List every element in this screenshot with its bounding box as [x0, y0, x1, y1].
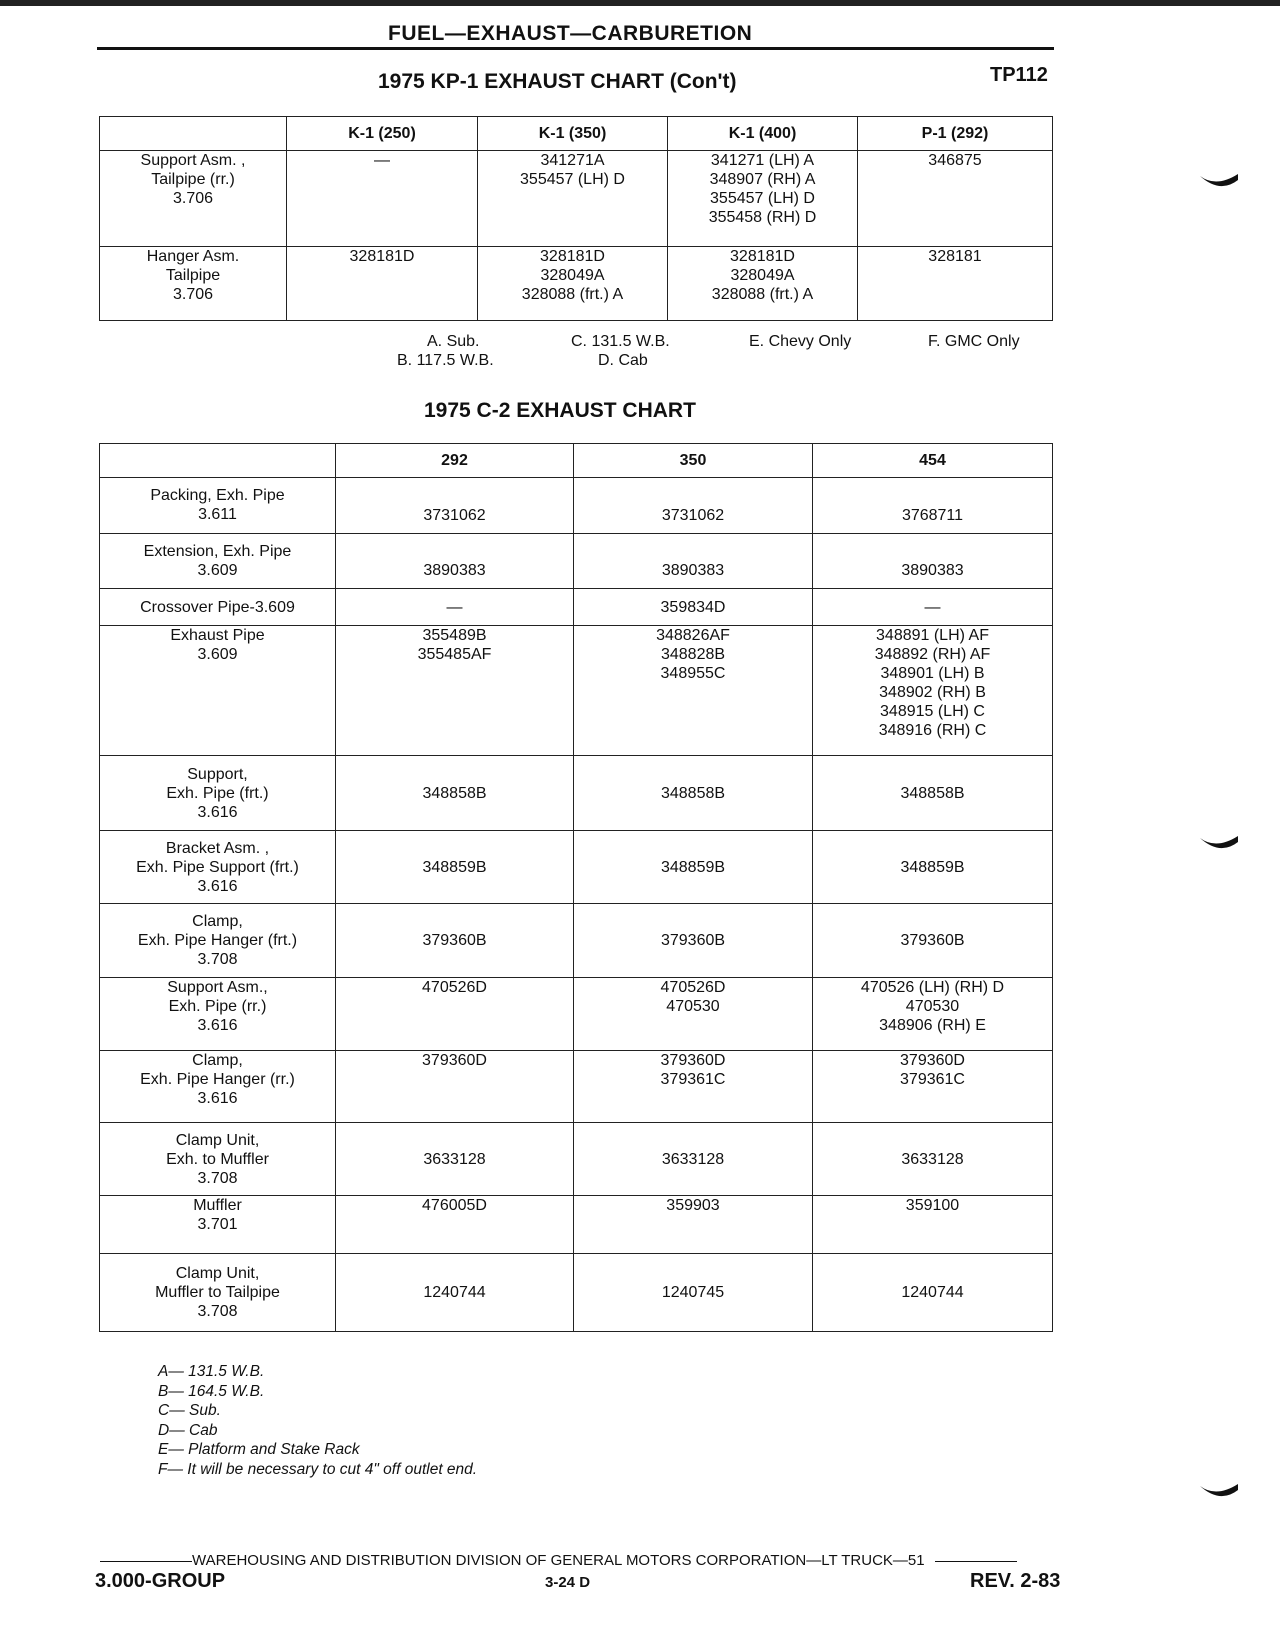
table-row [100, 831, 1053, 904]
part-number-cell [574, 978, 813, 1051]
c2-exhaust-table [99, 443, 1053, 1332]
part-number-cell [813, 831, 1053, 904]
cell-text-line: 3633128 [423, 1150, 486, 1168]
cell-text-line: 379360B [660, 932, 726, 949]
part-number-cell [668, 151, 858, 247]
cell-text-line: Exh. Pipe Hanger (frt.) [137, 932, 298, 949]
part-number-cell [574, 1123, 813, 1196]
cell-text-line: 348858B [422, 784, 487, 802]
c2-chart-title: 1975 C-2 EXHAUST CHART [424, 399, 696, 422]
cell-text-line: 348828B [660, 646, 726, 663]
cell-text-line: 348858B [900, 784, 965, 802]
part-number-cell [336, 589, 574, 626]
part-number-cell [478, 151, 668, 247]
cell-text-line: 348858B [660, 784, 726, 802]
title-rule [97, 47, 1054, 50]
cell-text-line: 3.708 [197, 1303, 238, 1320]
cell-text-line: 3.708 [197, 951, 238, 968]
cell-text-line: 476005D [422, 1197, 487, 1214]
cell-text-line: 3.616 [197, 803, 238, 821]
binder-hole-mark [1198, 1480, 1242, 1502]
part-number-cell [478, 247, 668, 321]
cell-text-line: 3.616 [197, 1017, 238, 1034]
cell-text-line: 3890383 [423, 562, 486, 579]
row-label [100, 478, 336, 534]
part-number-cell [668, 247, 858, 321]
division-text: WAREHOUSING AND DISTRIBUTION DIVISION OF GENERAL MOTORS CORPORATION—LT TRUCK—51 [192, 1552, 925, 1569]
part-number-cell [813, 1051, 1053, 1123]
cell-text-line: 379360D [660, 1052, 726, 1069]
cell-text-line: 355457 (LH) D [520, 171, 625, 188]
part-number-cell [858, 151, 1053, 247]
page-code: TP112 [990, 64, 1048, 86]
cell-text-line: 1240744 [901, 1284, 964, 1301]
row-label [100, 247, 287, 321]
table-row [100, 589, 1053, 626]
cell-text-line: 379360D [900, 1052, 965, 1069]
top-edge-bar [0, 0, 1280, 6]
cell-text-line: 341271 (LH) A [710, 152, 815, 169]
cell-text-line: Tailpipe (rr.) [151, 171, 235, 188]
cell-text-line: 3731062 [423, 507, 486, 524]
footnote: E— Platform and Stake Rack [158, 1441, 360, 1458]
cell-text-line: 328181 [928, 248, 982, 265]
column-header: 454 [813, 444, 1053, 478]
part-number-cell [858, 247, 1053, 321]
cell-text-line: Exh. Pipe Support (frt.) [136, 858, 299, 876]
table-row [100, 626, 1053, 756]
row-label [100, 978, 336, 1051]
row-label [100, 151, 287, 247]
row-label [100, 534, 336, 589]
cell-text-line: 470526D [422, 979, 487, 996]
cell-text-line: 341271A [540, 152, 605, 169]
cell-text-line: Clamp Unit, [175, 1265, 260, 1282]
row-label [100, 589, 336, 626]
part-number-cell [574, 1254, 813, 1332]
cell-text-line: 348859B [660, 858, 726, 876]
row-label [100, 1254, 336, 1332]
cell-text-line: Exh. Pipe Hanger (rr.) [140, 1071, 295, 1088]
part-number-cell [336, 1254, 574, 1332]
part-number-cell [574, 831, 813, 904]
cell-text-line: 3.611 [198, 506, 237, 523]
row-label [100, 904, 336, 978]
column-header: K-1 (400) [668, 117, 858, 151]
legend-b: B. 117.5 W.B. [397, 352, 494, 369]
part-number-cell [336, 1196, 574, 1254]
footnote: A— 131.5 W.B. [158, 1363, 265, 1380]
cell-text-line: Crossover Pipe-3.609 [140, 598, 295, 616]
cell-text-line: 355457 (LH) D [710, 190, 815, 207]
cell-text-line: 328181D [349, 248, 415, 265]
cell-text-line: 355489B [422, 627, 487, 644]
cell-text-line: 328049A [540, 267, 605, 284]
cell-text-line: 379361C [900, 1071, 965, 1088]
cell-text-line: 348902 (RH) B [879, 684, 986, 701]
part-number-cell [813, 478, 1053, 534]
part-number-cell [336, 756, 574, 831]
footer-revision: REV. 2-83 [970, 1570, 1061, 1592]
column-header [100, 117, 287, 151]
cell-text-line: 379360B [900, 932, 965, 949]
table-row [100, 756, 1053, 831]
part-number-cell [574, 756, 813, 831]
cell-text-line: 348859B [900, 858, 965, 876]
cell-text-line: 348859B [422, 858, 487, 876]
cell-text-line: 470526D [660, 979, 726, 996]
cell-text-line: 3.706 [172, 286, 214, 303]
part-number-cell [574, 589, 813, 626]
cell-text-line: 470530 [905, 998, 960, 1015]
cell-text-line: 3.609 [197, 562, 238, 579]
cell-text-line: Exh. Pipe (frt.) [166, 784, 269, 802]
part-number-cell [813, 978, 1053, 1051]
cell-text-line: 1240744 [423, 1284, 486, 1301]
cell-text-line: 359903 [666, 1197, 720, 1214]
column-header [100, 444, 336, 478]
row-label [100, 1196, 336, 1254]
cell-text-line: Clamp, [192, 1052, 243, 1069]
table-row [100, 904, 1053, 978]
part-number-cell [574, 1051, 813, 1123]
table-row [100, 978, 1053, 1051]
part-number-cell [813, 589, 1053, 626]
part-number-cell [336, 831, 574, 904]
column-header: K-1 (350) [478, 117, 668, 151]
table-row [100, 151, 1053, 247]
row-label [100, 831, 336, 904]
cell-text-line: 348891 (LH) AF [876, 627, 989, 644]
cell-text-line: 3633128 [901, 1150, 964, 1168]
table-row [100, 1254, 1053, 1332]
cell-text-line: 3768711 [901, 507, 964, 524]
legend-c: C. 131.5 W.B. [571, 333, 670, 350]
cell-text-line: Clamp Unit, [175, 1131, 260, 1149]
part-number-cell [813, 904, 1053, 978]
cell-text-line: 359834D [660, 598, 726, 616]
part-number-cell [813, 1254, 1053, 1332]
cell-text-line: 328049A [730, 267, 795, 284]
column-header: K-1 (250) [287, 117, 478, 151]
footnote: C— Sub. [158, 1402, 221, 1419]
binder-hole-mark [1198, 170, 1242, 192]
cell-text-line: — [374, 152, 390, 169]
kp1-chart-title: 1975 KP-1 EXHAUST CHART (Con't) [378, 70, 737, 93]
cell-text-line: 379361C [660, 1071, 726, 1088]
cell-text-line: 348915 (LH) C [880, 703, 985, 720]
part-number-cell [574, 534, 813, 589]
part-number-cell [813, 626, 1053, 756]
cell-text-line: 328181D [730, 248, 795, 265]
cell-text-line: 379360D [422, 1052, 487, 1069]
cell-text-line: — [446, 598, 463, 616]
footnote: B— 164.5 W.B. [158, 1382, 265, 1400]
cell-text-line: Bracket Asm. , [165, 839, 270, 857]
footnotes [158, 1362, 477, 1479]
cell-text-line: Muffler to Tailpipe [155, 1284, 280, 1301]
table-row [100, 1123, 1053, 1196]
row-label [100, 756, 336, 831]
table-row [100, 247, 1053, 321]
cell-text-line: — [924, 598, 941, 616]
column-header: 292 [336, 444, 574, 478]
cell-text-line: 346875 [928, 152, 982, 169]
cell-text-line: 3890383 [661, 562, 725, 579]
part-number-cell [813, 1196, 1053, 1254]
cell-text-line: 348955C [660, 665, 726, 682]
row-label [100, 1123, 336, 1196]
part-number-cell [574, 626, 813, 756]
cell-text-line: 3633128 [661, 1150, 725, 1168]
cell-text-line: 348916 (RH) C [878, 722, 987, 739]
part-number-cell [287, 151, 478, 247]
table-row [100, 1196, 1053, 1254]
section-title: FUEL—EXHAUST—CARBURETION [388, 22, 753, 45]
column-header: 350 [574, 444, 813, 478]
cell-text-line: 355458 (RH) D [708, 209, 817, 226]
cell-text-line: Exhaust Pipe [170, 627, 265, 644]
cell-text-line: 348906 (RH) E [879, 1017, 986, 1034]
cell-text-line: Muffler [193, 1197, 242, 1214]
cell-text-line: 348826AF [656, 627, 730, 644]
legend-f: F. GMC Only [928, 333, 1020, 350]
cell-text-line: Hanger Asm. [146, 248, 240, 265]
cell-text-line: Exh. Pipe (rr.) [168, 998, 267, 1015]
cell-text-line: Clamp, [192, 913, 243, 930]
part-number-cell [287, 247, 478, 321]
part-number-cell [574, 1196, 813, 1254]
cell-text-line: 3.701 [197, 1216, 238, 1233]
cell-text-line: Packing, Exh. Pipe [150, 487, 285, 504]
footer-page-number: 3-24 D [545, 1574, 591, 1591]
cell-text-line: 348892 (RH) AF [874, 646, 991, 663]
cell-text-line: Extension, Exh. Pipe [143, 543, 292, 560]
cell-text-line: 348901 (LH) B [880, 665, 985, 682]
cell-text-line: Support Asm., [167, 979, 268, 996]
cell-text-line: 3.609 [197, 646, 238, 663]
cell-text-line: Tailpipe [165, 267, 221, 284]
part-number-cell [336, 1051, 574, 1123]
column-header: P-1 (292) [858, 117, 1053, 151]
cell-text-line: 3.706 [172, 190, 214, 207]
cell-text-line: Exh. to Muffler [166, 1150, 269, 1168]
cell-text-line: 3890383 [901, 562, 964, 579]
part-number-cell [336, 978, 574, 1051]
cell-text-line: 3731062 [661, 507, 725, 524]
footer-division-line [100, 1552, 1068, 1569]
cell-text-line: 3.708 [197, 1169, 238, 1187]
part-number-cell [813, 534, 1053, 589]
row-label [100, 1051, 336, 1123]
footer-group: 3.000-GROUP [95, 1570, 226, 1592]
cell-text-line: Support Asm. , [140, 152, 246, 169]
part-number-cell [574, 478, 813, 534]
footnote: D— Cab [158, 1421, 218, 1439]
part-number-cell [574, 904, 813, 978]
legend-d: D. Cab [598, 352, 648, 369]
table-row [100, 478, 1053, 534]
cell-text-line: 355485AF [417, 646, 492, 663]
cell-text-line: 328088 (frt.) A [521, 286, 624, 303]
part-number-cell [336, 1123, 574, 1196]
table-row [100, 1051, 1053, 1123]
part-number-cell [813, 1123, 1053, 1196]
cell-text-line: 470530 [666, 998, 720, 1015]
legend-a: A. Sub. [427, 333, 480, 350]
cell-text-line: 379360B [422, 932, 487, 949]
part-number-cell [336, 534, 574, 589]
table-row [100, 534, 1053, 589]
cell-text-line: 1240745 [661, 1284, 725, 1301]
binder-hole-mark [1198, 832, 1242, 854]
row-label [100, 626, 336, 756]
cell-text-line: 328181D [540, 248, 605, 265]
cell-text-line: 348907 (RH) A [709, 171, 816, 188]
legend-e: E. Chevy Only [749, 333, 852, 350]
part-number-cell [336, 904, 574, 978]
part-number-cell [336, 626, 574, 756]
part-number-cell [813, 756, 1053, 831]
cell-text-line: 3.616 [197, 877, 238, 895]
footnote: F— It will be necessary to cut 4" off outlet end. [158, 1460, 478, 1478]
cell-text-line: 470526 (LH) (RH) D [860, 979, 1005, 996]
cell-text-line: 3.616 [197, 1090, 238, 1107]
cell-text-line: Support, [187, 765, 248, 783]
kp1-exhaust-table [99, 116, 1053, 321]
cell-text-line: 328088 (frt.) A [711, 286, 814, 303]
cell-text-line: 359100 [905, 1197, 960, 1214]
part-number-cell [336, 478, 574, 534]
